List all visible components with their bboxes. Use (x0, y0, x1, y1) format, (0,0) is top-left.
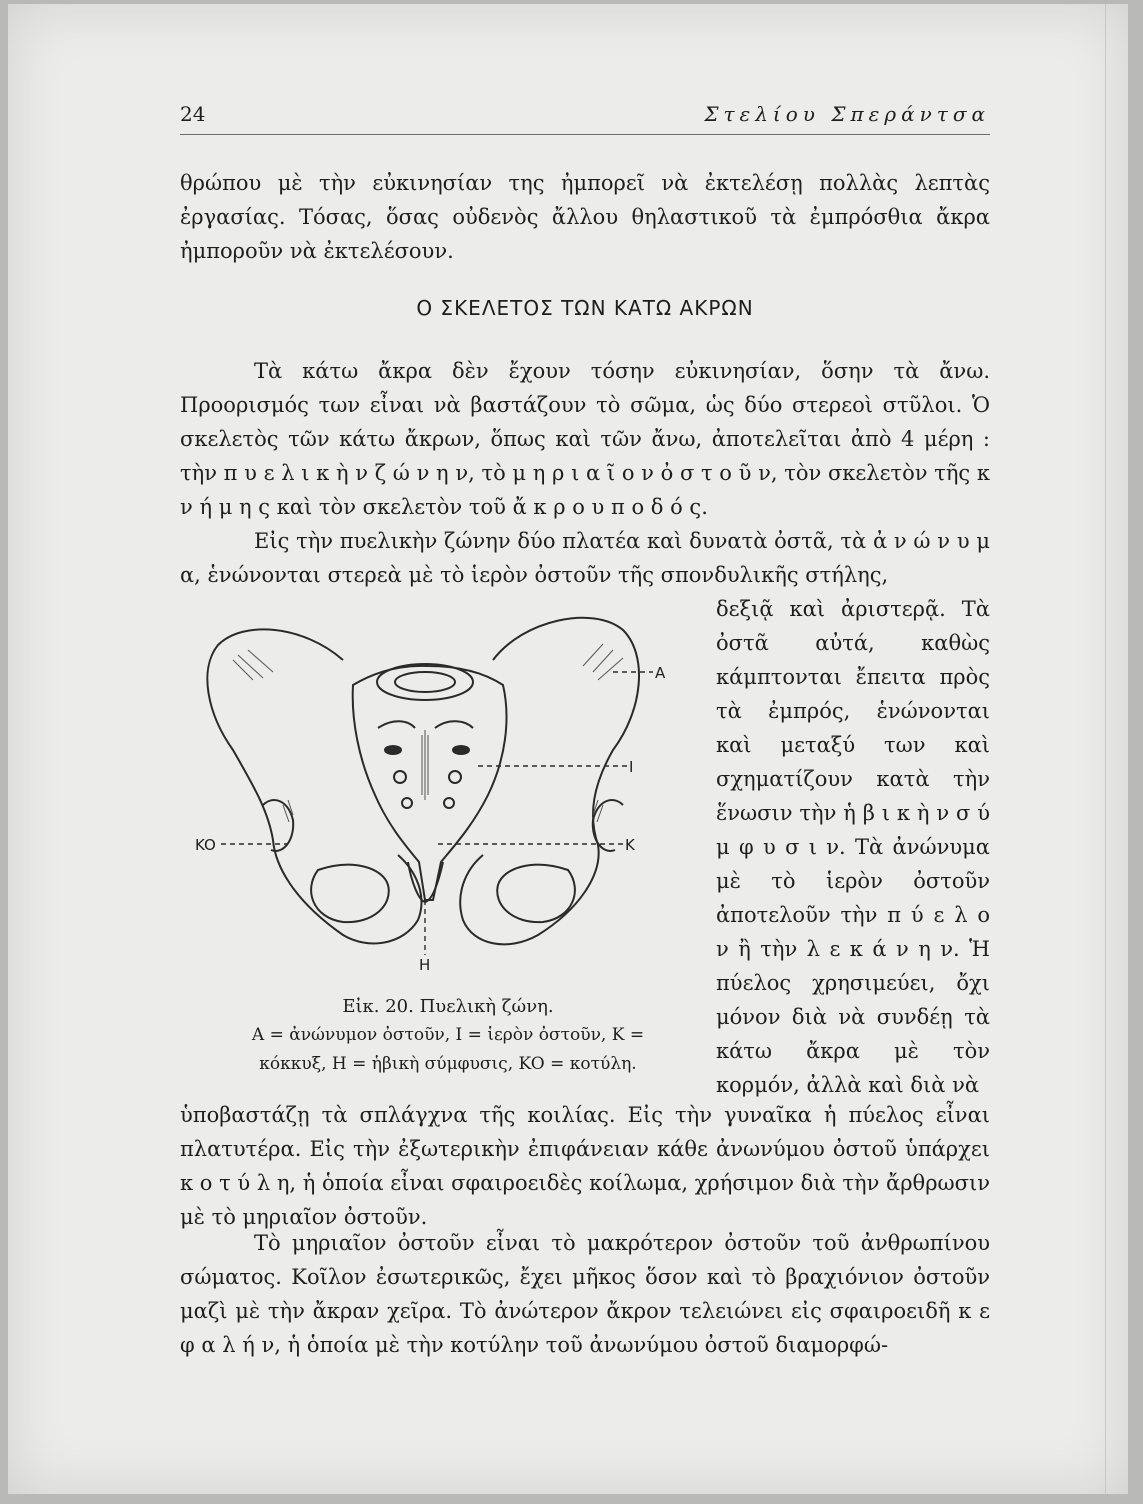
page-number: 24 (180, 102, 206, 126)
label-A: A (655, 664, 666, 682)
right-obturator (497, 865, 575, 922)
paragraph-5: Τὸ μηριαῖον ὀστοῦν εἶναι τὸ μακρότερον ὀστοῦν τοῦ ἀνθρωπίνου σώματος. Κοῖλον ἐσωτερικῶς, ἔχει μῆκος ὅσον καὶ τὸ βραχιόνιον ὀστοῦν μαζὶ μὲ τὴν ἄκραν χεῖρα. Τὸ ἀνώτερον ἄκρον τελειώνει εἰς σφαιροειδῆ κ ε φ α λ ή ν, ἡ ὁποία μὲ τὴν κοτύλην τοῦ ἀνωνύμου ὀστοῦ διαμορφώ- (180, 1231, 990, 1357)
pelvis-illustration (193, 600, 703, 980)
caption-line-1: A = ἀνώνυμον ὀστοῦν, I = ἱερὸν ὀστοῦν, K = (251, 1025, 645, 1045)
running-head: Στελίου Σπεράντσα (704, 102, 990, 126)
label-K: K (625, 836, 635, 854)
paragraph-4: ὑποβαστάζῃ τὰ σπλάγχνα τῆς κοιλίας. Εἰς τὴν γυναῖκα ἡ πύελος εἶναι πλατυτέρα. Εἰς τὴν ἐξωτερικὴν ἐπιφάνειαν κάθε ἀνωνύμου ὀστοῦ ὑπάρχει κ ο τ ύ λ η, ἡ ὁποία εἶναι σφαιροειδὲς κοίλωμα, χρήσιμον διὰ τὴν ἄρθρωσιν μὲ τὸ μηριαῖον ὀστοῦν. (180, 1103, 990, 1229)
left-obturator (311, 865, 389, 922)
page (8, 4, 1128, 1494)
paragraph-1: θρώπου μὲ τὴν εὐκινησίαν της ἠμπορεῖ νὰ ἐκτελέσῃ πολλὰς λεπτὰς ἐργασίας. Τόσας, ὅσας οὐδενὸς ἄλλου θηλαστικοῦ τὰ ἐμπρόσθια ἄκρα ἠμποροῦν νὰ ἐκτελέσουν. (180, 171, 990, 263)
paragraph-3-side-column: δεξιᾷ καὶ ἀριστερᾷ. Τὰ ὀστᾶ αὐτά, καθὼς κάμπτονται ἔπειτα πρὸς τὰ ἐμπρός, ἑνώνονται καὶ μεταξύ των καὶ σχηματίζουν κατὰ τὴν ἕνωσιν τὴν ἡ β ι κ ὴ ν σ ύ μ φ υ σ ι ν. Τὰ ἀνώνυμα μὲ τὸ ἱερὸν ὀστοῦν ἀποτελοῦν τὴν π ύ ε λ ο ν ἢ τὴν λ ε κ ά ν η ν. Ἡ πύελος χρησιμεύει, ὄχι μόνον διὰ νὰ συνδέῃ τὰ κάτω ἄκρα μὲ τὸν κορμόν, ἀλλὰ καὶ διὰ νὰ (716, 597, 990, 1097)
page-header (180, 98, 990, 135)
paragraph-2: Τὰ κάτω ἄκρα δὲν ἔχουν τόσην εὐκινησίαν, ὅσην τὰ ἄνω. Προορισμός των εἶναι νὰ βαστάζουν τὸ σῶμα, ὡς δύο στερεοὶ στῦλοι. Ὁ σκελετὸς τῶν κάτω ἄκρων, ὅπως καὶ τῶν ἄνω, ἀποτελεῖται ἀπὸ 4 μέρη : τὴν π υ ε λ ι κ ὴ ν ζ ώ ν η ν, τὸ μ η ρ ι α ῖ ο ν ὀ σ τ ο ῦ ν, τὸν σκελετὸν τῆς κ ν ή μ η ς καὶ τὸν σκελετὸν τοῦ ἄ κ ρ ο υ π ο δ ό ς. (180, 359, 990, 519)
pelvis-figure (193, 600, 703, 980)
page-edge (1105, 4, 1106, 1494)
caption-title: Εἰκ. 20. Πυελικὴ ζώνη. (342, 996, 554, 1017)
sacrum (353, 666, 507, 900)
label-KO: KO (195, 836, 216, 854)
right-iliac-wing (460, 618, 639, 945)
caption-line-2: κόκκυξ, H = ἡβικὴ σύμφυσις, KO = κοτύλη. (259, 1054, 637, 1074)
pubic-symphysis (408, 862, 443, 902)
figure-caption (203, 992, 693, 1079)
sacral-promontory (377, 664, 473, 700)
paragraph-3: Εἰς τὴν πυελικὴν ζώνην δύο πλατέα καὶ δυνατὰ ὀστᾶ, τὰ ἀ ν ώ ν υ μ α, ἑνώνονται στερεὰ μὲ τὸ ἱερὸν ὀστοῦν τῆς σπονδυλικῆς στήλης, (180, 529, 990, 587)
label-I: I (629, 758, 634, 776)
label-H: H (419, 956, 431, 974)
section-heading: Ο ΣΚΕΛΕΤΟΣ ΤΩΝ ΚΑΤΩ ΑΚΡΩΝ (416, 296, 754, 320)
